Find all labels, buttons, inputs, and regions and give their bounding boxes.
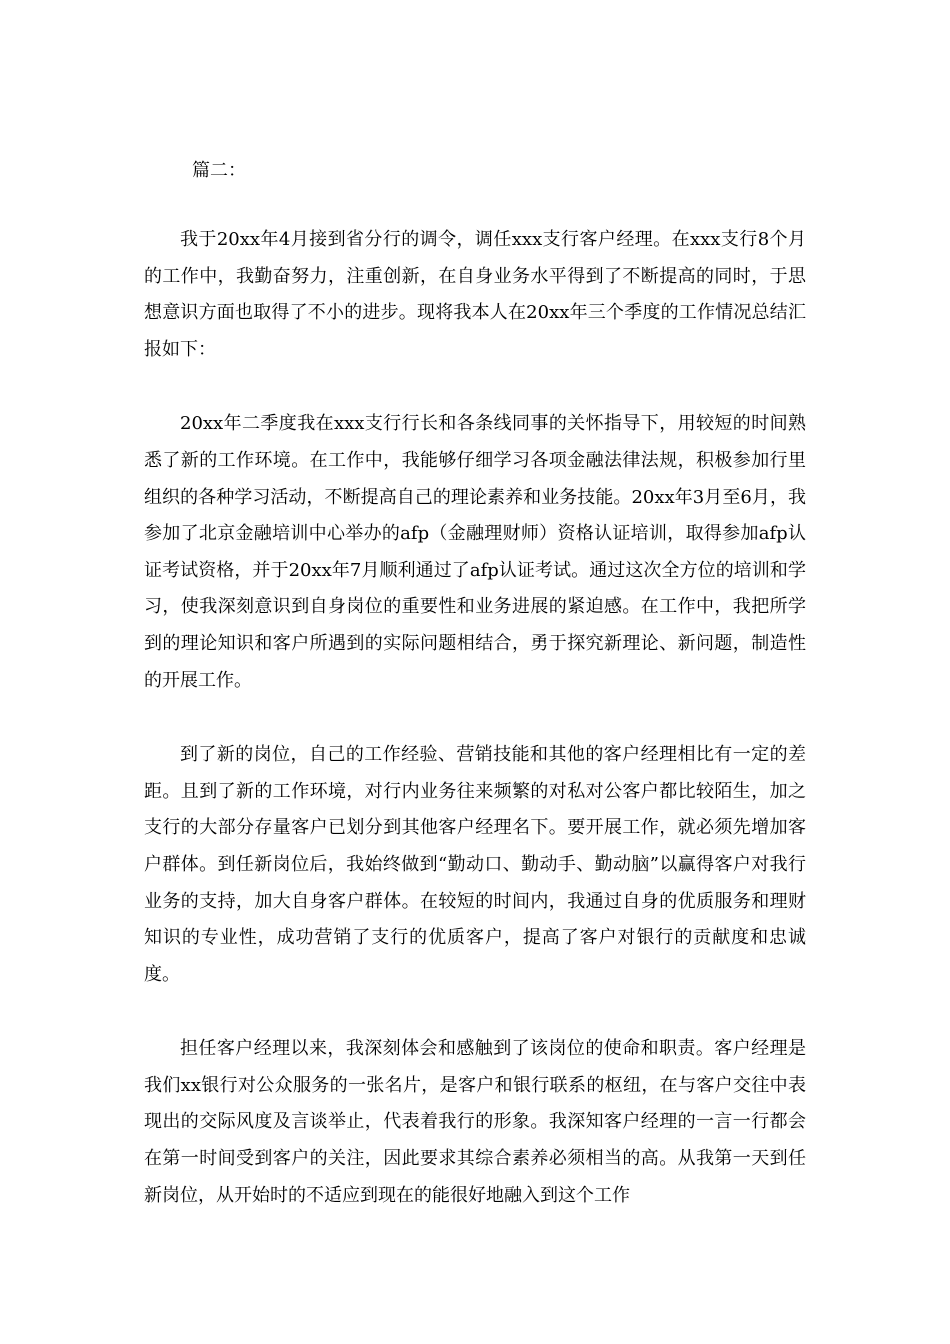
section-heading: 篇二： bbox=[192, 160, 246, 181]
paragraph-3: 到了新的岗位，自己的工作经验、营销技能和其他的客户经理相比有一定的差距。且到了新的工作环境，对行内业务往来频繁的对私对公客户都比较陌生，加之支行的大部分存量客户已划分到其他客户经理名下。要开展工作，就必须先增加客户群体。到任新岗位后，我始终做到“勤动口、勤动手、勤动脑”以赢得客户对我行业务的支持，加大自身客户群体。在较短的时间内，我通过自身的优质服务和理财知识的专业性，成功营销了支行的优质客户，提高了客户对银行的贡献度和忠诚度。 bbox=[144, 744, 806, 985]
document-body bbox=[144, 222, 806, 1252]
paragraph-4: 担任客户经理以来，我深刻体会和感触到了该岗位的使命和职责。客户经理是我们xx银行对公众服务的一张名片，是客户和银行联系的枢纽，在与客户交往中表现出的交际风度及言谈举止，代表着我行的形象。我深知客户经理的一言一行都会在第一时间受到客户的关注，因此要求其综合素养必须相当的高。从我第一天到任新岗位，从开始时的不适应到现在的能很好地融入到这个工作 bbox=[144, 1038, 806, 1206]
paragraph-1: 我于20xx年4月接到省分行的调令，调任xxx支行客户经理。在xxx支行8个月的工作中，我勤奋努力，注重创新，在自身业务水平得到了不断提高的同时，于思想意识方面也取得了不小的进步。现将我本人在20xx年三个季度的工作情况总结汇报如下： bbox=[144, 229, 806, 360]
paragraph-2: 20xx年二季度我在xxx支行行长和各条线同事的关怀指导下，用较短的时间熟悉了新的工作环境。在工作中，我能够仔细学习各项金融法律法规，积极参加行里组织的各种学习活动，不断提高自己的理论素养和业务技能。20xx年3月至6月，我参加了北京金融培训中心举办的afp（金融理财师）资格认证培训，取得参加afp认证考试资格，并于20xx年7月顺利通过了afp认证考试。通过这次全方位的培训和学习，使我深刻意识到自身岗位的重要性和业务进展的紧迫感。在工作中，我把所学到的理论知识和客户所遇到的实际问题相结合，勇于探究新理论、新问题，制造性的开展工作。 bbox=[144, 413, 806, 691]
